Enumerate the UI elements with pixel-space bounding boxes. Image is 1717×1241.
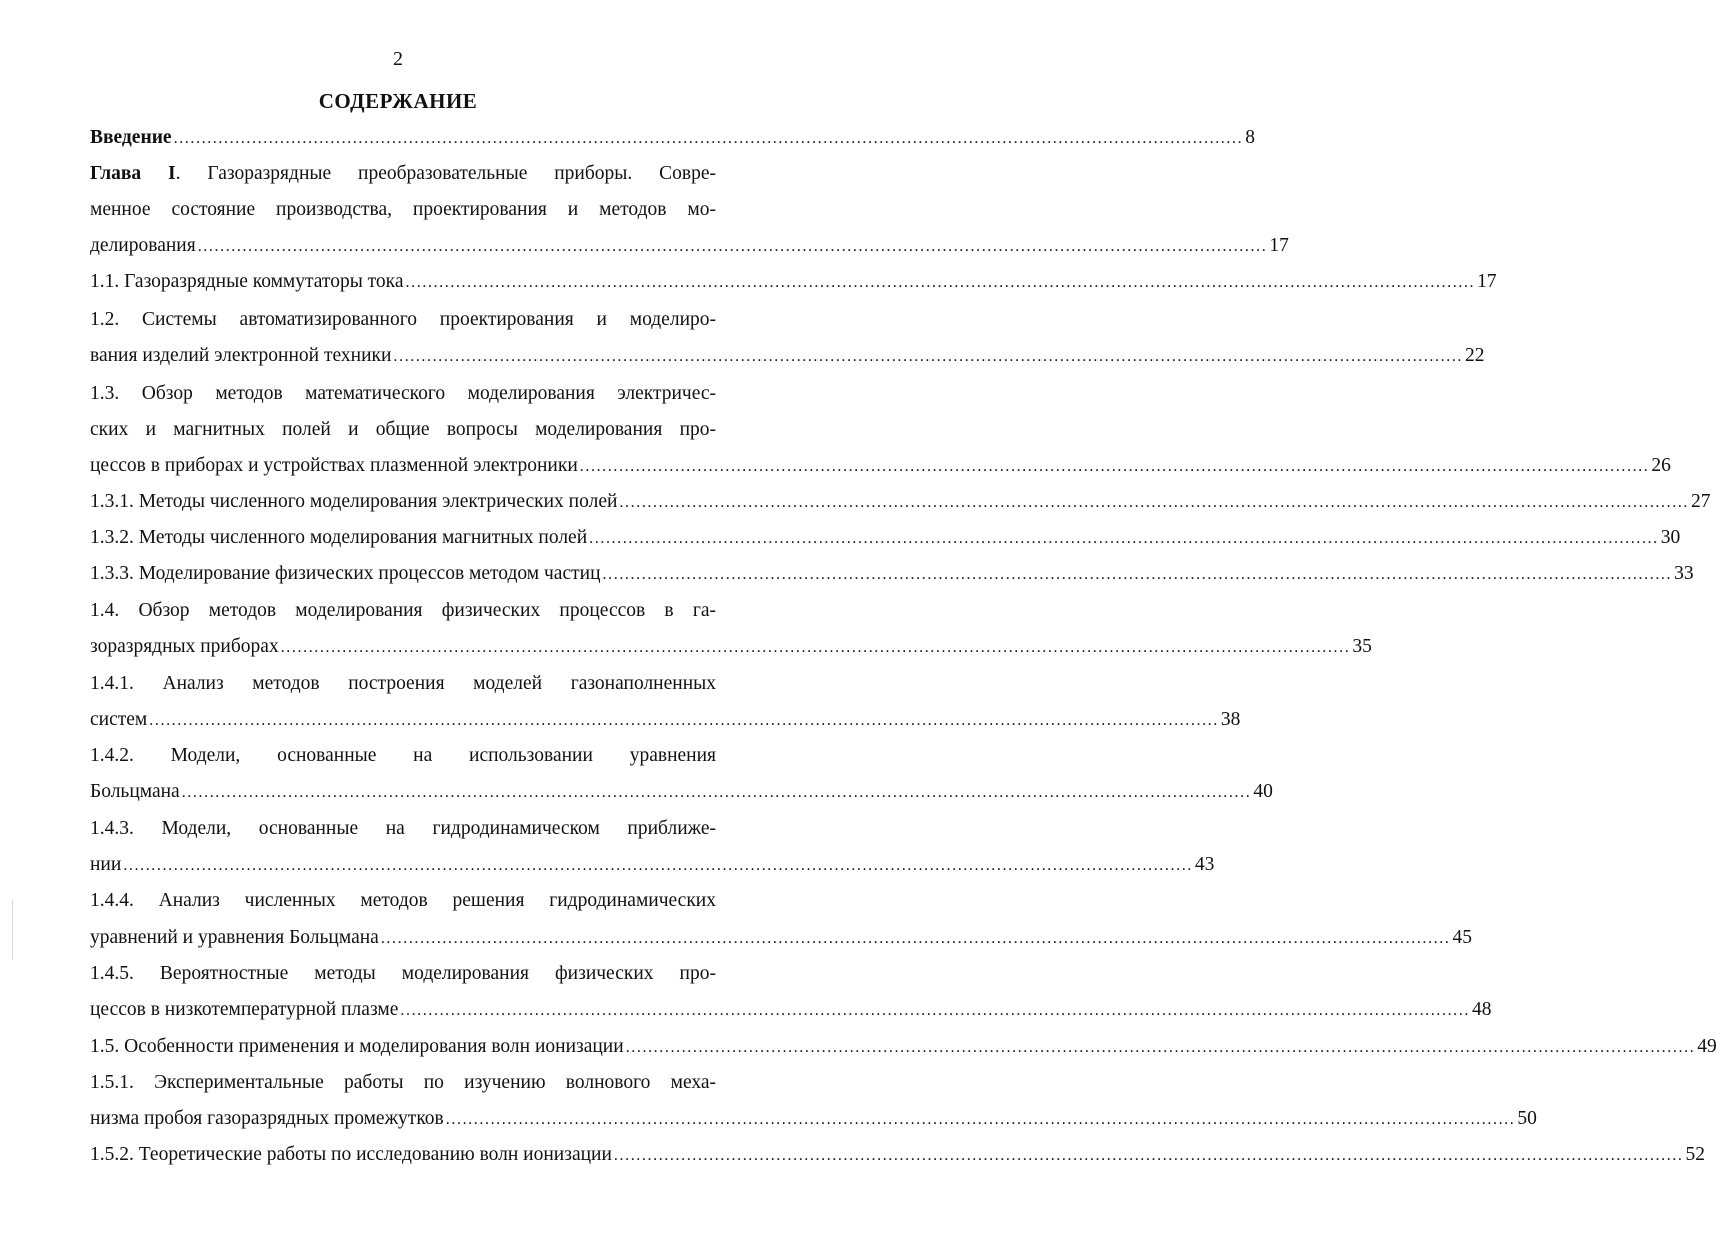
toc-page-number: 50 [1517, 1108, 1537, 1129]
toc-page-number: 30 [1660, 527, 1681, 548]
toc-entry-title: низма пробоя газоразрядных промежутков [90, 1108, 444, 1129]
toc-entry-title: . Газоразрядные преобразовательные приборы. Совре- [175, 163, 716, 184]
toc-page-number: 49 [1697, 1036, 1717, 1057]
page-title: СОДЕРЖАНИЕ [318, 89, 478, 113]
toc-entry-line-end[interactable] [90, 924, 1472, 952]
toc-leader-dots: ............................................................................................................................................................................................... [625, 1039, 1696, 1056]
toc-leader-dots: ............................................................................................................................................................................................... [445, 1111, 1516, 1128]
toc-entry-title: Больцмана [90, 781, 180, 802]
toc-entry-1-1[interactable] [90, 268, 1497, 296]
toc-entry-line-end[interactable] [90, 778, 1273, 806]
toc-entry-title: 1.3.3. Моделирование физических процессов методом частиц [90, 563, 601, 584]
toc-entry-line-end[interactable] [90, 706, 1241, 734]
toc-entry-line-end[interactable] [90, 232, 1289, 260]
toc-entry-1-4[interactable]: 1.4. Обзор методов моделирования физических процессов в га- [90, 600, 716, 621]
toc-leader-dots: ............................................................................................................................................................................................... [589, 530, 1659, 547]
toc-entry-1-3-2[interactable] [90, 524, 1681, 552]
toc-entry-title: 1.5.2. Теоретические работы по исследованию волн ионизации [90, 1144, 612, 1165]
toc-entry-title: делирования [90, 235, 196, 256]
toc-leader-dots: ............................................................................................................................................................................................... [173, 130, 1244, 147]
toc-leader-dots: ............................................................................................................................................................................................... [405, 274, 1476, 291]
toc-leader-dots: ............................................................................................................................................................................................... [393, 348, 1464, 365]
toc-leader-dots: ............................................................................................................................................................................................... [613, 1147, 1684, 1164]
toc-page-number: 43 [1194, 854, 1215, 875]
toc-page-number: 40 [1253, 781, 1273, 802]
toc-entry-introduction[interactable] [90, 124, 1255, 152]
toc-entry-continuation: ских и магнитных полей и общие вопросы моделирования про- [90, 419, 716, 440]
toc-entry-line-end[interactable] [90, 1105, 1537, 1133]
toc-entry-1-5[interactable] [90, 1033, 1717, 1061]
toc-entry-line-end[interactable] [90, 851, 1215, 879]
toc-page-number: 26 [1651, 455, 1671, 476]
toc-page-number: 52 [1685, 1144, 1706, 1165]
toc-leader-dots: ............................................................................................................................................................................................... [280, 639, 1351, 656]
toc-page-number: 45 [1452, 927, 1472, 948]
toc-page-number: 48 [1471, 999, 1492, 1020]
toc-page-number: 33 [1674, 563, 1694, 584]
toc-entry-1-5-2[interactable] [90, 1141, 1706, 1169]
scan-edge-mark [12, 900, 13, 960]
toc-entry-title: нии [90, 854, 122, 875]
toc-entry-1-4-5[interactable]: 1.4.5. Вероятностные методы моделирования физических про- [90, 963, 716, 984]
toc-entry-title: 1.1. Газоразрядные коммутаторы тока [90, 271, 404, 292]
toc-entry-1-2[interactable]: 1.2. Системы автоматизированного проектирования и моделиро- [90, 309, 716, 330]
toc-entry-line-end[interactable] [90, 996, 1492, 1024]
toc-entry-title: цессов в низкотемпературной плазме [90, 999, 399, 1020]
page-number: 2 [393, 48, 403, 70]
toc-page-number: 27 [1691, 491, 1711, 512]
toc-leader-dots: ............................................................................................................................................................................................... [197, 238, 1268, 255]
toc-leader-dots: ............................................................................................................................................................................................... [602, 566, 1673, 583]
toc-entry-line-end[interactable] [90, 633, 1372, 661]
toc-entry-continuation: менное состояние производства, проектирования и методов мо- [90, 199, 716, 220]
toc-leader-dots: ............................................................................................................................................................................................... [579, 458, 1650, 475]
toc-entry-title: вания изделий электронной техники [90, 345, 392, 366]
toc-page-number: 17 [1269, 235, 1289, 256]
toc-entry-title: уравнений и уравнения Больцмана [90, 927, 379, 948]
toc-entry-1-3-3[interactable] [90, 560, 1694, 588]
toc-page-number: 17 [1477, 271, 1497, 292]
toc-leader-dots: ............................................................................................................................................................................................... [149, 712, 1219, 729]
toc-chapter-label: Глава I [90, 163, 176, 184]
toc-entry-1-4-2[interactable]: 1.4.2. Модели, основанные на использовании уравнения [90, 745, 716, 766]
toc-entry-1-3-1[interactable] [90, 488, 1711, 516]
toc-entry-1-3[interactable]: 1.3. Обзор методов математического моделирования электричес- [90, 383, 716, 404]
toc-entry-title: 1.3.1. Методы численного моделирования электрических полей [90, 491, 618, 512]
toc-entry-1-5-1[interactable]: 1.5.1. Экспериментальные работы по изучению волнового меха- [90, 1072, 716, 1093]
toc-entry-1-4-3[interactable]: 1.4.3. Модели, основанные на гидродинамическом приближе- [90, 818, 716, 839]
toc-entry-title: цессов в приборах и устройствах плазменной электроники [90, 455, 578, 476]
toc-leader-dots: ............................................................................................................................................................................................... [123, 857, 1193, 874]
toc-page-number: 38 [1220, 709, 1241, 730]
toc-entry-line-end[interactable] [90, 342, 1485, 370]
toc-entry-title: систем [90, 709, 148, 730]
toc-leader-dots: ............................................................................................................................................................................................... [400, 1002, 1470, 1019]
toc-leader-dots: ............................................................................................................................................................................................... [619, 494, 1690, 511]
toc-page-number: 8 [1245, 127, 1255, 148]
toc-leader-dots: ............................................................................................................................................................................................... [380, 930, 1451, 947]
toc-entry-title: Введение [90, 127, 172, 148]
toc-entry-title: 1.5. Особенности применения и моделирования волн ионизации [90, 1036, 624, 1057]
toc-entry-title: 1.3.2. Методы численного моделирования магнитных полей [90, 527, 588, 548]
toc-leader-dots: ............................................................................................................................................................................................... [181, 784, 1252, 801]
toc-entry-title: зоразрядных приборах [90, 636, 279, 657]
toc-page-number: 22 [1465, 345, 1485, 366]
toc-entry-chapter-1[interactable] [90, 160, 716, 188]
toc-entry-line-end[interactable] [90, 452, 1671, 480]
toc-entry-1-4-4[interactable]: 1.4.4. Анализ численных методов решения гидродинамических [90, 890, 716, 911]
toc-entry-1-4-1[interactable]: 1.4.1. Анализ методов построения моделей газонаполненных [90, 673, 716, 694]
toc-page-number: 35 [1352, 636, 1372, 657]
